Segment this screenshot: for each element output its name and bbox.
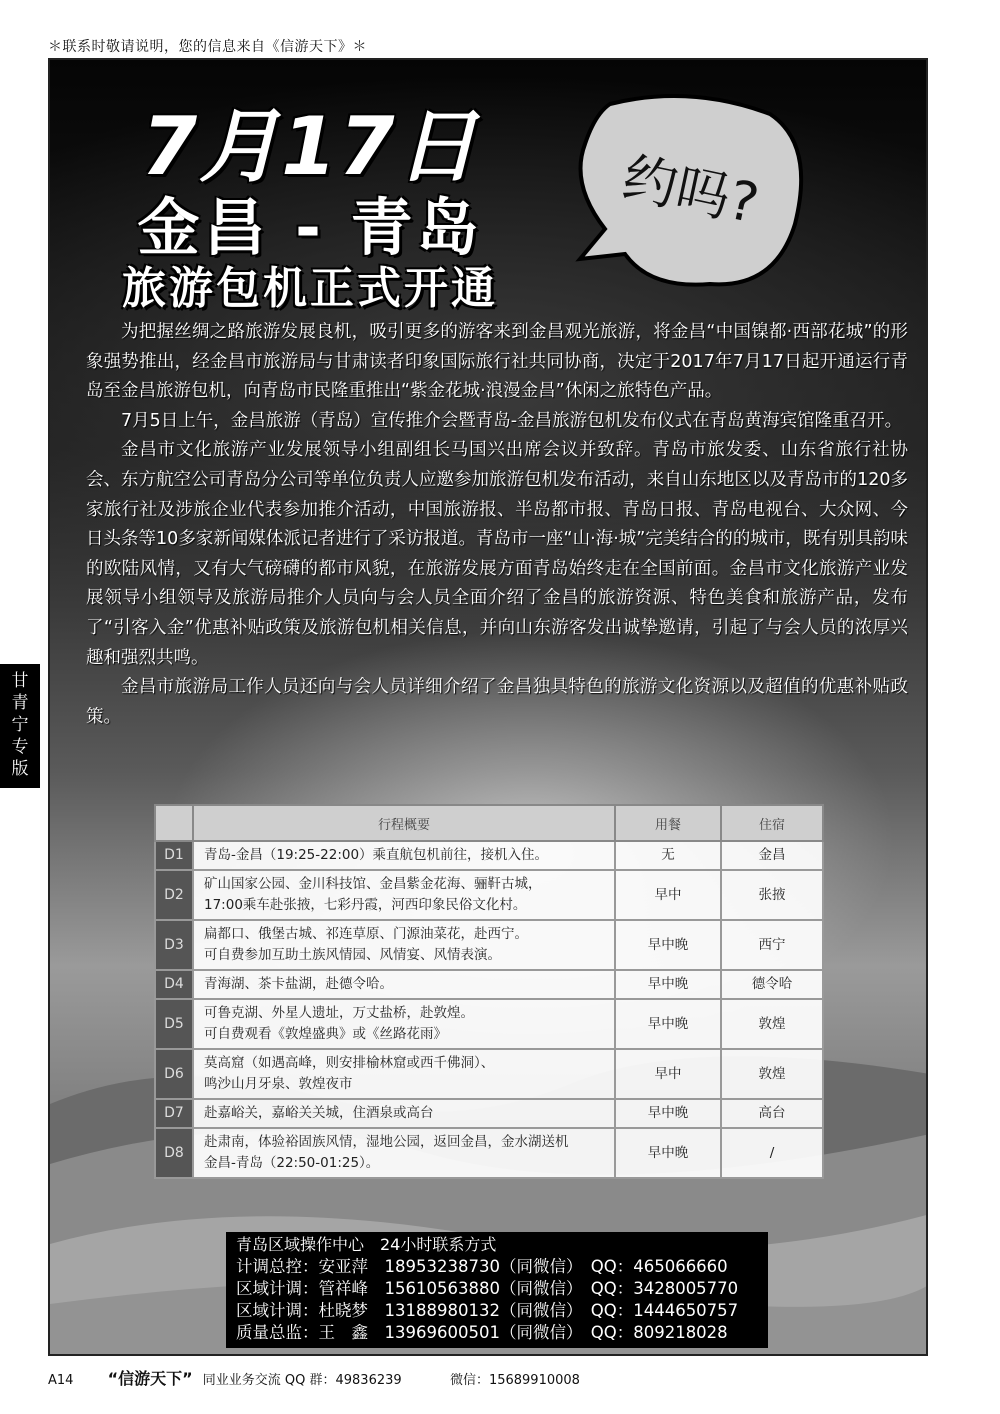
side-tab-char: 专 <box>11 737 29 757</box>
itinerary-meals: 早中晚 <box>615 1128 721 1178</box>
itinerary-summary-line: 金昌-青岛（22:50-01:25）。 <box>204 1155 380 1171</box>
itinerary-day: D8 <box>155 1128 193 1178</box>
article-body <box>86 318 908 732</box>
itinerary-header-row <box>155 805 823 841</box>
footer-qq-group: 同业业务交流 QQ 群：49836239 <box>202 1373 402 1388</box>
itinerary-row <box>155 870 823 920</box>
itinerary-day: D7 <box>155 1099 193 1128</box>
itinerary-row <box>155 999 823 1049</box>
footer <box>48 1366 580 1389</box>
itinerary-row <box>155 841 823 870</box>
itinerary-day: D5 <box>155 999 193 1049</box>
itinerary-header-summary: 行程概要 <box>193 805 615 841</box>
itinerary-meals: 早中 <box>615 1049 721 1099</box>
itinerary-lodging: / <box>721 1128 823 1178</box>
footer-brand: “信游天下” <box>107 1369 193 1388</box>
article-paragraph: 为把握丝绸之路旅游发展良机，吸引更多的游客来到金昌观光旅游，将金昌“中国镍都·西部花城”的形象强势推出，经金昌市旅游局与甘肃读者印象国际旅行社共同协商，决定于2017年7月17日起开通运行青岛至金昌旅游包机，向青岛市民隆重推出“紫金花城·浪漫金昌”休闲之旅特色产品。 <box>86 322 908 402</box>
side-tab-char: 宁 <box>11 715 29 735</box>
itinerary-summary-line: 矿山国家公园、金川科技馆、金昌紫金花海、骊靬古城， <box>204 876 542 892</box>
itinerary-row <box>155 970 823 999</box>
itinerary-meals: 早中晚 <box>615 1099 721 1128</box>
contact-row: 区域计调：管祥峰 15610563880（同微信） QQ：3428005770 <box>236 1279 739 1298</box>
itinerary-summary-line: 可鲁克湖、外星人遗址，万丈盐桥，赴敦煌。 <box>204 1005 474 1021</box>
headline-date: 7月17日 <box>141 100 479 193</box>
itinerary-summary-line: 可自费观看《敦煌盛典》或《丝路花雨》 <box>204 1026 447 1042</box>
side-tab-char: 版 <box>11 759 29 779</box>
itinerary-header-day <box>155 805 193 841</box>
itinerary-table <box>154 804 824 1179</box>
article-paragraph: 7月5日上午，金昌旅游（青岛）宣传推介会暨青岛-金昌旅游包机发布仪式在青岛黄海宾馆隆重召开。 <box>121 410 903 431</box>
itinerary-header-meals: 用餐 <box>615 805 721 841</box>
bubble-text: 约吗? <box>617 145 765 236</box>
itinerary-row <box>155 1128 823 1178</box>
itinerary-summary-line: 青海湖、茶卡盐湖，赴德令哈。 <box>204 976 393 992</box>
page-number: A14 <box>48 1373 74 1388</box>
itinerary-meals: 早中晚 <box>615 999 721 1049</box>
itinerary-summary-line: 赴肃南，体验裕固族风情，湿地公园，返回金昌，金水湖送机 <box>204 1134 569 1150</box>
itinerary-day: D4 <box>155 970 193 999</box>
itinerary-meals: 早中晚 <box>615 970 721 999</box>
itinerary-day: D3 <box>155 920 193 970</box>
itinerary-lodging: 西宁 <box>721 920 823 970</box>
headline-subtitle: 旅游包机正式开通 <box>122 263 498 314</box>
itinerary-header-lodging: 住宿 <box>721 805 823 841</box>
itinerary-summary <box>193 1049 615 1099</box>
itinerary-meals: 无 <box>615 841 721 870</box>
itinerary-row <box>155 1049 823 1099</box>
itinerary-lodging: 金昌 <box>721 841 823 870</box>
contact-row: 质量总监：王 鑫 13969600501（同微信） QQ：809218028 <box>236 1323 728 1342</box>
itinerary-summary <box>193 870 615 920</box>
itinerary-day: D6 <box>155 1049 193 1099</box>
itinerary-summary <box>193 999 615 1049</box>
speech-bubble <box>570 84 810 304</box>
contact-title: 青岛区域操作中心 24小时联系方式 <box>236 1235 497 1254</box>
itinerary-summary <box>193 1099 615 1128</box>
itinerary-summary-line: 赴嘉峪关，嘉峪关关城，住酒泉或高台 <box>204 1105 434 1121</box>
itinerary-summary-line: 17:00乘车赴张掖，七彩丹霞，河西印象民俗文化村。 <box>204 897 527 913</box>
itinerary-lodging: 张掖 <box>721 870 823 920</box>
itinerary-meals: 早中 <box>615 870 721 920</box>
itinerary-row <box>155 920 823 970</box>
itinerary-summary-line: 鸣沙山月牙泉、敦煌夜市 <box>204 1076 353 1092</box>
itinerary-summary-line: 青岛-金昌（19:25-22:00）乘直航包机前往，接机入住。 <box>204 847 549 863</box>
headline-route: 金昌 - 青岛 <box>137 191 483 264</box>
top-note: ＊联系时敬请说明，您的信息来自《信游天下》＊ <box>48 39 367 55</box>
itinerary-summary <box>193 841 615 870</box>
itinerary-summary <box>193 1128 615 1178</box>
contact-row: 计调总控：安亚萍 18953238730（同微信） QQ：465066660 <box>236 1257 728 1276</box>
itinerary-summary-line: 扁都口、俄堡古城、祁连草原、门源油菜花，赴西宁。 <box>204 926 528 942</box>
footer-wechat: 微信：15689910008 <box>449 1373 580 1388</box>
poster-panel <box>48 58 928 1356</box>
side-tab <box>0 664 40 788</box>
itinerary-meals: 早中晚 <box>615 920 721 970</box>
itinerary-summary <box>193 970 615 999</box>
side-tab-char: 甘 <box>11 671 29 691</box>
itinerary-summary-line: 可自费参加互助土族风情园、风情宴、风情表演。 <box>204 947 501 963</box>
itinerary-row <box>155 1099 823 1128</box>
article-paragraph: 金昌市旅游局工作人员还向与会人员详细介绍了金昌独具特色的旅游文化资源以及超值的优惠补贴政策。 <box>86 677 908 727</box>
itinerary-lodging: 高台 <box>721 1099 823 1128</box>
article-paragraph: 金昌市文化旅游产业发展领导小组副组长马国兴出席会议并致辞。青岛市旅发委、山东省旅行社协会、东方航空公司青岛分公司等单位负责人应邀参加旅游包机发布活动，来自山东地区以及青岛市的120多家旅行社及涉旅企业代表参加推介活动，中国旅游报、半岛都市报、青岛日报、青岛电视台、大众网、今日头条等10多家新闻媒体派记者进行了采访报道。青岛市一座“山·海·城”完美结合的的城市，既有别具韵味的欧陆风情，又有大气磅礴的都市风貌，在旅游发展方面青岛始终走在全国前面。金昌市文化旅游产业发展领导小组领导及旅游局推介人员向与会人员全面介绍了金昌的旅游资源、特色美食和旅游产品，发布了“引客入金”优惠补贴政策及旅游包机相关信息，并向山东游客发出诚挚邀请，引起了与会人员的浓厚兴趣和强烈共鸣。 <box>86 440 908 668</box>
itinerary-lodging: 敦煌 <box>721 1049 823 1099</box>
itinerary-lodging: 德令哈 <box>721 970 823 999</box>
itinerary-lodging: 敦煌 <box>721 999 823 1049</box>
itinerary-day: D1 <box>155 841 193 870</box>
itinerary-summary-line: 莫高窟（如遇高峰，则安排榆林窟或西千佛洞）、 <box>204 1055 495 1071</box>
contact-box <box>226 1232 768 1348</box>
itinerary-summary <box>193 920 615 970</box>
side-tab-char: 青 <box>11 693 29 713</box>
itinerary-day: D2 <box>155 870 193 920</box>
contact-row: 区域计调：杜晓梦 13188980132（同微信） QQ：1444650757 <box>236 1301 739 1320</box>
